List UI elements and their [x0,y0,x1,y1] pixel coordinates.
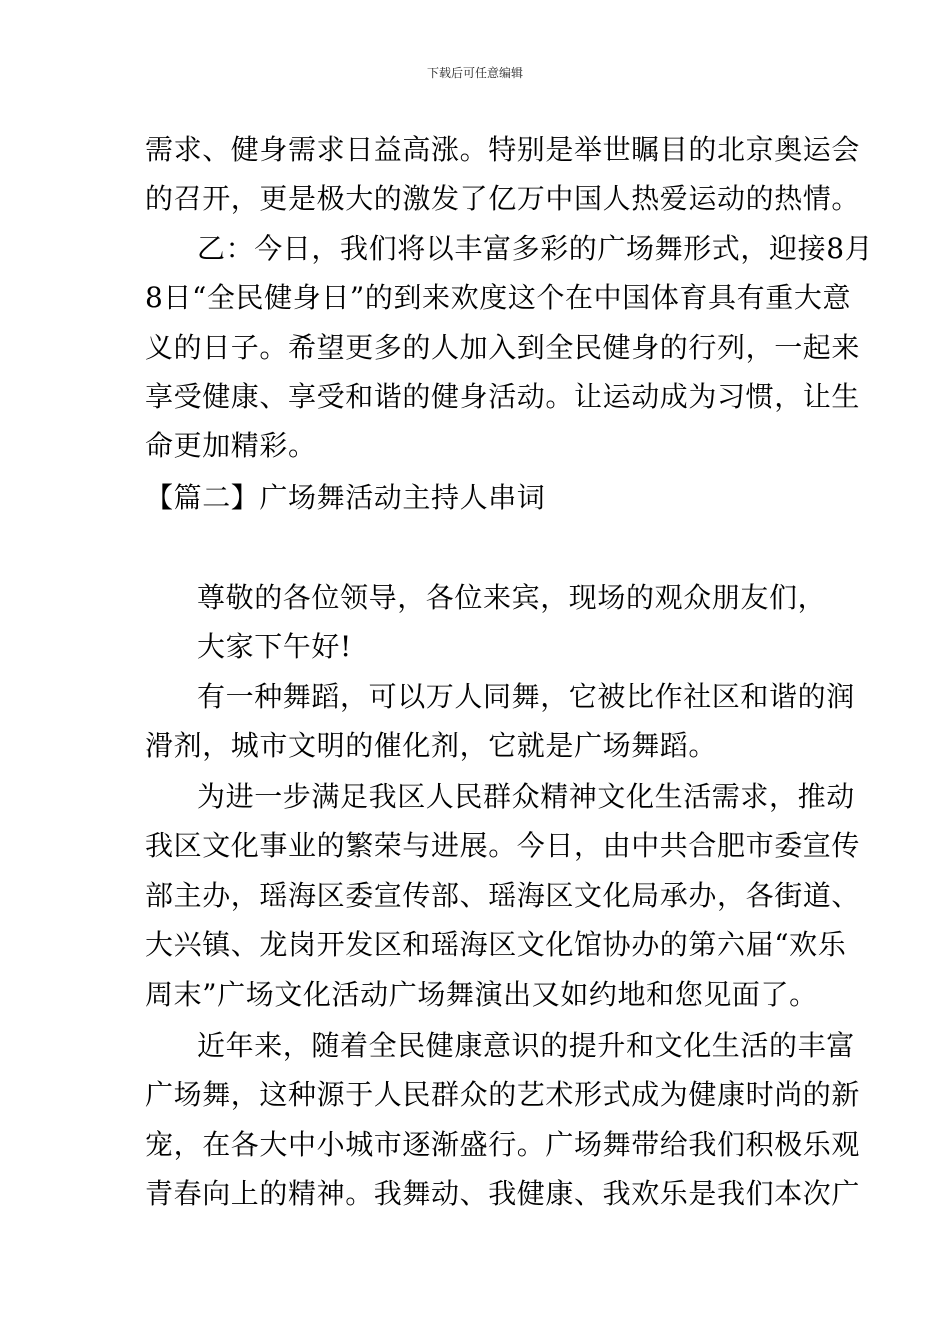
text-line: 周末”广场文化活动广场舞演出又如约地和您见面了。 [145,978,818,1011]
text-line: 尊敬的各位领导，各位来宾，现场的观众朋友们， [197,581,827,614]
text-line: 我区文化事业的繁荣与进展。今日，由中共合肥市委宣传 [145,829,861,862]
text-line: 大兴镇、龙岗开发区和瑶海区文化馆协办的第六届“欢乐 [145,928,847,961]
text-line: 需求、健身需求日益高涨。特别是举世瞩目的北京奥运会 [145,133,861,166]
text-line: 的召开，更是极大的激发了亿万中国人热爱运动的热情。 [145,182,861,215]
section-heading: 【篇二】广场舞活动主持人串词 [145,481,546,514]
text-line: 部主办，瑶海区委宣传部、瑶海区文化局承办，各街道、 [145,879,861,912]
text-line: 广场舞，这种源于人民群众的艺术形式成为健康时尚的新 [145,1078,861,1111]
text-line: 命更加精彩。 [145,429,317,462]
text-line: 滑剂，城市文明的催化剂，它就是广场舞蹈。 [145,729,718,762]
text-line: 8日“全民健身日”的到来欢度这个在中国体育具有重大意 [145,281,852,314]
text-line: 享受健康、享受和谐的健身活动。让运动成为习惯，让生 [145,380,861,413]
text-line: 有一种舞蹈，可以万人同舞，它被比作社区和谐的润 [197,680,855,713]
text-line: 乙：今日，我们将以丰富多彩的广场舞形式，迎接8月 [197,232,874,265]
text-line: 大家下午好! [197,630,352,663]
text-line: 为进一步满足我区人民群众精神文化生活需求，推动 [197,780,855,813]
header-note: 下载后可任意编辑 [426,66,523,80]
text-line: 青春向上的精神。我舞动、我健康、我欢乐是我们本次广 [145,1177,861,1210]
text-line: 义的日子。希望更多的人加入到全民健身的行列，一起来 [145,331,861,364]
text-line: 宠，在各大中小城市逐渐盛行。广场舞带给我们积极乐观 [145,1128,861,1161]
text-line: 近年来，随着全民健康意识的提升和文化生活的丰富 [197,1029,855,1062]
